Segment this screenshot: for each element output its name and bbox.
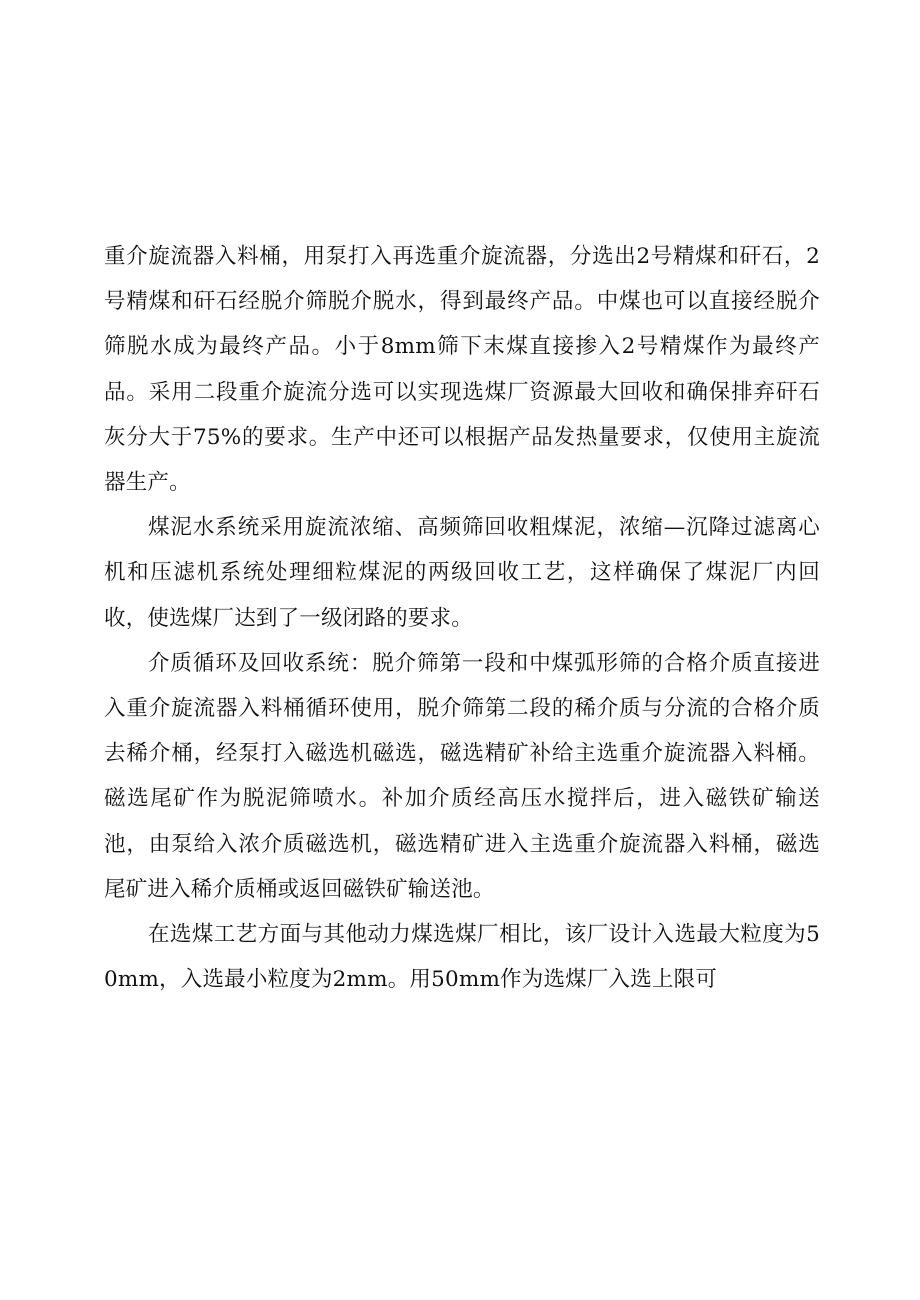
paragraph-3: 介质循环及回收系统：脱介筛第一段和中煤弧形筛的合格介质直接进入重介旋流器入料桶循环使用，脱介筛第二段的稀介质与分流的合格介质去稀介桶，经泵打入磁选机磁选，磁选精矿补给主选重介旋流器入料桶。磁选尾矿作为脱泥筛喷水。补加介质经高压水搅拌后，进入磁铁矿输送池，由泵给入浓介质磁选机，磁选精矿进入主选重介旋流器入料桶，磁选尾矿进入稀介质桶或返回磁铁矿输送池。 <box>104 650 820 902</box>
document-page <box>104 234 820 1002</box>
paragraph-4: 在选煤工艺方面与其他动力煤选煤厂相比，该厂设计入选最大粒度为50mm，入选最小粒度为2mm。用50mm作为选煤厂入选上限可 <box>104 922 820 993</box>
paragraph-2: 煤泥水系统采用旋流浓缩、高频筛回收粗煤泥，浓缩—沉降过滤离心机和压滤机系统处理细粒煤泥的两级回收工艺，这样确保了煤泥厂内回收，使选煤厂达到了一级闭路的要求。 <box>104 515 820 631</box>
paragraph-1: 重介旋流器入料桶，用泵打入再选重介旋流器，分选出2号精煤和矸石，2号精煤和矸石经脱介筛脱介脱水，得到最终产品。中煤也可以直接经脱介筛脱水成为最终产品。小于8mm筛下末煤直接掺入2号精煤作为最终产品。采用二段重介旋流分选可以实现选煤厂资源最大回收和确保排弃矸石灰分大于75%的要求。生产中还可以根据产品发热量要求，仅使用主旋流器生产。 <box>104 244 820 496</box>
